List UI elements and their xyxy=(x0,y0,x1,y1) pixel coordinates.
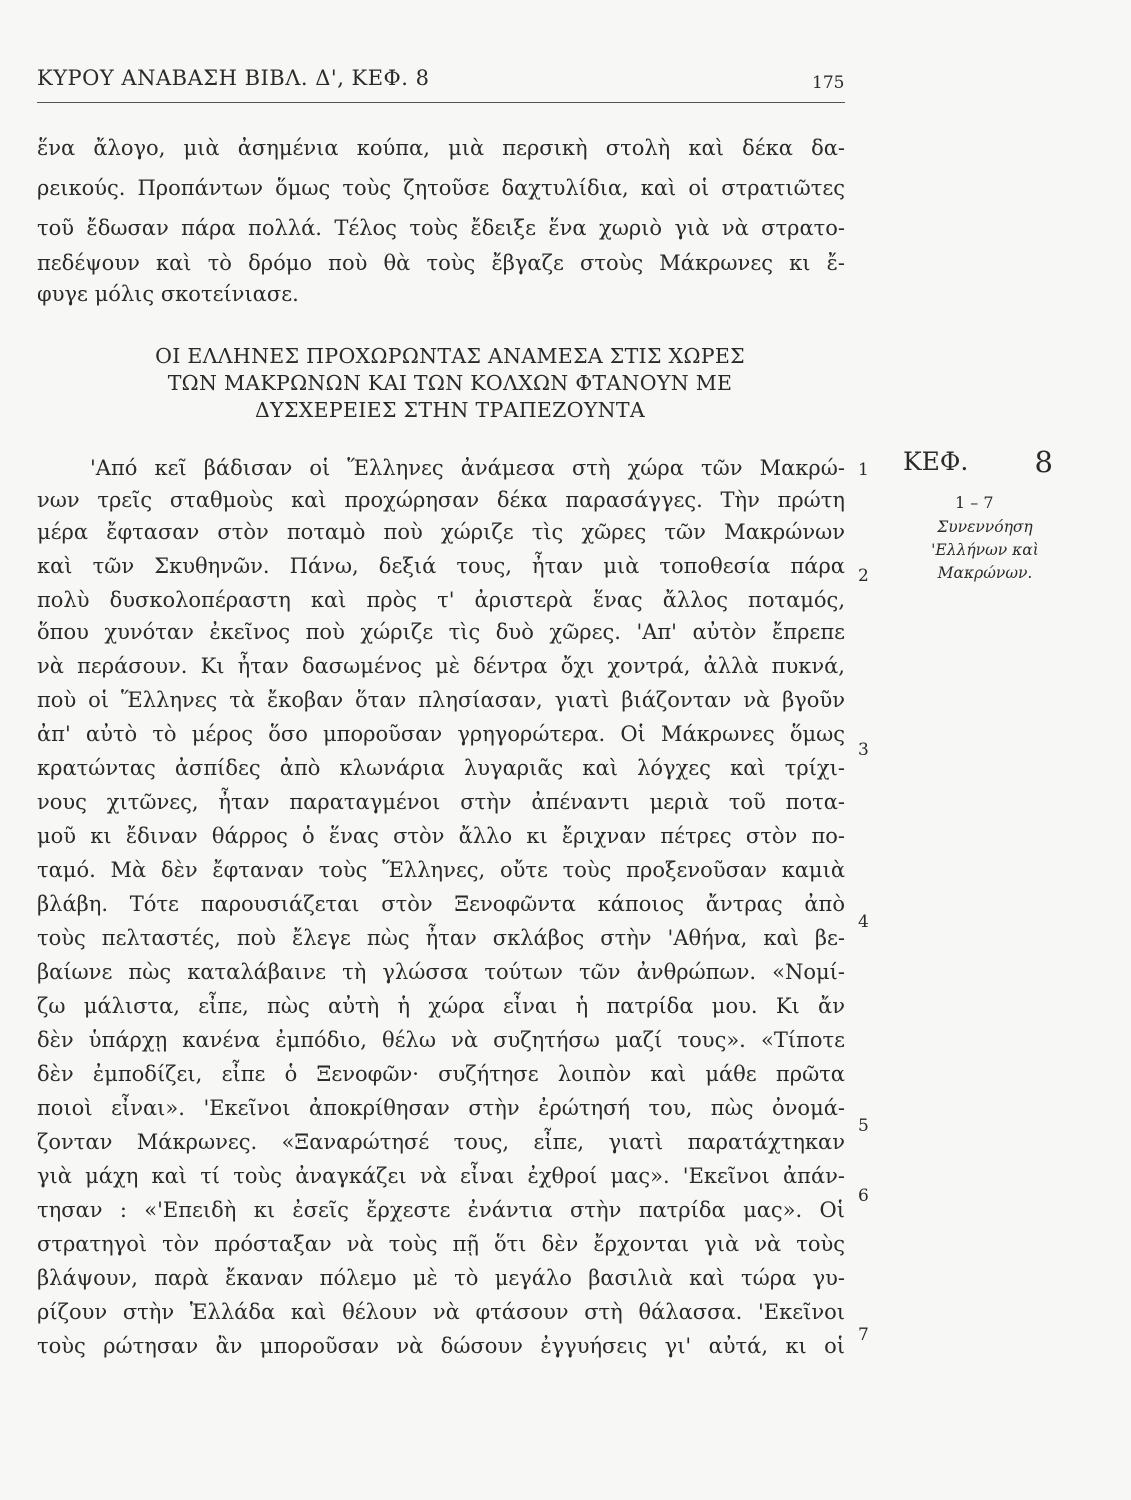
chapter-label: ΚΕΦ. xyxy=(903,447,969,476)
text-line: ζονταν Μάκρωνες. «Ξαναρώτησέ τους, εἶπε, γιατὶ παρατάχτηκαν xyxy=(37,1130,845,1154)
text-line: ποὺ οἱ Ἕλληνες τὰ ἔκοβαν ὅταν πλησίασαν, γιατὶ βιάζονταν νὰ βγοῦν xyxy=(37,688,845,712)
paragraph-number: 6 xyxy=(858,1186,869,1206)
paragraph-number: 5 xyxy=(858,1116,869,1136)
text-line: νους χιτῶνες, ἦταν παραταγμένοι στὴν ἀπέναντι μεριὰ τοῦ ποτα- xyxy=(37,790,845,814)
paragraph-number: 4 xyxy=(858,912,869,932)
header-rule xyxy=(37,102,845,103)
page-number: 175 xyxy=(812,73,845,93)
text-line: ἕνα ἄλογο, μιὰ ἀσημένια κούπα, μιὰ περσικὴ στολὴ καὶ δέκα δα- xyxy=(37,136,845,160)
heading-line: ΔΥΣΧΕΡΕΙΕΣ ΣΤΗΝ ΤΡΑΠΕΖΟΥΝΤΑ xyxy=(255,398,645,422)
paragraph-range: 1 – 7 xyxy=(955,493,994,512)
chapter-number: 8 xyxy=(1034,445,1053,479)
text-line: βαίωνε πὼς καταλάβαινε τὴ γλώσσα τούτων τῶν ἀνθρώπων. «Νομί- xyxy=(37,960,845,984)
text-line: κρατώντας ἀσπίδες ἀπὸ κλωνάρια λυγαριᾶς καὶ λόγχες καὶ τρίχι- xyxy=(37,756,845,780)
paragraph-number: 7 xyxy=(858,1325,869,1345)
margin-chapter-heading xyxy=(903,445,1053,479)
text-line: πολὺ δυσκολοπέραστη καὶ πρὸς τ' ἀριστερὰ ἕνας ἄλλος ποταμός, xyxy=(37,588,845,612)
heading-line: ΟΙ ΕΛΛΗΝΕΣ ΠΡΟΧΩΡΩΝΤΑΣ ΑΝΑΜΕΣΑ ΣΤΙΣ ΧΩΡΕΣ xyxy=(155,344,745,368)
paragraph-number: 2 xyxy=(858,566,869,586)
text-line: βλάβη. Τότε παρουσιάζεται στὸν Ξενοφῶντα κάποιος ἄντρας ἀπὸ xyxy=(37,892,845,916)
text-line: 'Από κεῖ βάδισαν οἱ Ἕλληνες ἀνάμεσα στὴ χώρα τῶν Μακρώ- xyxy=(90,456,845,480)
paragraph-number: 3 xyxy=(858,740,869,760)
text-line: καὶ τῶν Σκυθηνῶν. Πάνω, δεξιά τους, ἦταν μιὰ τοποθεσία πάρα xyxy=(37,554,845,578)
text-line: στρατηγοὶ τὸν πρόσταξαν νὰ τοὺς πῇ ὅτι δὲν ἔρχονται γιὰ νὰ τοὺς xyxy=(37,1232,845,1256)
text-line: φυγε μόλις σκοτείνιασε. xyxy=(37,282,299,306)
summary-line: Μακρώνων. xyxy=(937,564,1033,582)
text-line: ποιοὶ εἶναι». 'Εκεῖνοι ἀποκρίθησαν στὴν ἐρώτησή του, πὼς ὀνομά- xyxy=(37,1096,845,1120)
header-title: ΚΥΡΟΥ ΑΝΑΒΑΣΗ ΒΙΒΛ. Δ', ΚΕΦ. 8 xyxy=(37,66,430,90)
heading-line: ΤΩΝ ΜΑΚΡΩΝΩΝ ΚΑΙ ΤΩΝ ΚΟΛΧΩΝ ΦΤΑΝΟΥΝ ΜΕ xyxy=(167,371,733,395)
text-line: γιὰ μάχη καὶ τί τοὺς ἀναγκάζει νὰ εἶναι ἐχθροί μας». 'Εκεῖνοι ἀπάν- xyxy=(37,1164,845,1188)
text-line: ταμό. Μὰ δὲν ἔφταναν τοὺς Ἕλληνες, οὔτε τοὺς προξενοῦσαν καμιὰ xyxy=(37,858,845,882)
text-line: ρεικούς. Προπάντων ὅμως τοὺς ζητοῦσε δαχτυλίδια, καὶ οἱ στρατιῶτες xyxy=(37,176,845,200)
text-line: δὲν ὑπάρχῃ κανένα ἐμπόδιο, θέλω νὰ συζητήσω μαζί τους». «Τίποτε xyxy=(37,1028,845,1052)
summary-line: 'Ελλήνων καὶ xyxy=(931,541,1039,559)
summary-line: Συνεννόηση xyxy=(937,518,1033,536)
text-line: πεδέψουν καὶ τὸ δρόμο ποὺ θὰ τοὺς ἔβγαζε στοὺς Μάκρωνες κι ἔ- xyxy=(37,251,845,275)
text-line: νων τρεῖς σταθμοὺς καὶ προχώρησαν δέκα παρασάγγες. Τὴν πρώτη xyxy=(37,488,845,512)
text-line: ζω μάλιστα, εἶπε, πὼς αὐτὴ ἡ χώρα εἶναι ἡ πατρίδα μου. Κι ἄν xyxy=(37,994,845,1018)
text-line: μέρα ἔφτασαν στὸν ποταμὸ ποὺ χώριζε τὶς χῶρες τῶν Μακρώνων xyxy=(37,520,845,544)
text-line: νὰ περάσουν. Κι ἦταν δασωμένος μὲ δέντρα ὄχι χοντρά, ἀλλὰ πυκνά, xyxy=(37,654,845,678)
text-line: μοῦ κι ἔδιναν θάρρος ὁ ἕνας στὸν ἄλλο κι ἔριχναν πέτρες στὸν πο- xyxy=(37,824,845,848)
margin-summary xyxy=(900,516,1070,585)
text-line: ἀπ' αὐτὸ τὸ μέρος ὅσο μποροῦσαν γρηγορώτερα. Οἱ Μάκρωνες ὅμως xyxy=(37,722,845,746)
text-line: τοὺς πελταστές, ποὺ ἔλεγε πὼς ἦταν σκλάβος στὴν 'Αθήνα, καὶ βε- xyxy=(37,926,845,950)
text-line: τοὺς ρώτησαν ἂν μποροῦσαν νὰ δώσουν ἐγγυήσεις γι' αὐτά, κι οἱ xyxy=(37,1334,845,1358)
text-line: τησαν : «'Επειδὴ κι ἐσεῖς ἔρχεστε ἐνάντια στὴν πατρίδα μας». Οἱ xyxy=(37,1198,845,1222)
text-line: τοῦ ἔδωσαν πάρα πολλά. Τέλος τοὺς ἔδειξε ἕνα χωριὸ γιὰ νὰ στρατο- xyxy=(37,216,845,240)
text-line: ρίζουν στὴν Ἑλλάδα καὶ θέλουν νὰ φτάσουν στὴ θάλασσα. 'Εκεῖνοι xyxy=(37,1300,845,1324)
text-line: δὲν ἐμποδίζει, εἶπε ὁ Ξενοφῶν· συζήτησε λοιπὸν καὶ μάθε πρῶτα xyxy=(37,1062,845,1086)
paragraph-number: 1 xyxy=(858,460,869,480)
text-line: ὅπου χυνόταν ἐκεῖνος ποὺ χώριζε τὶς δυὸ χῶρες. 'Απ' αὐτὸν ἔπρεπε xyxy=(37,620,845,644)
text-line: βλάψουν, παρὰ ἔκαναν πόλεμο μὲ τὸ μεγάλο βασιλιὰ καὶ τώρα γυ- xyxy=(37,1266,845,1290)
